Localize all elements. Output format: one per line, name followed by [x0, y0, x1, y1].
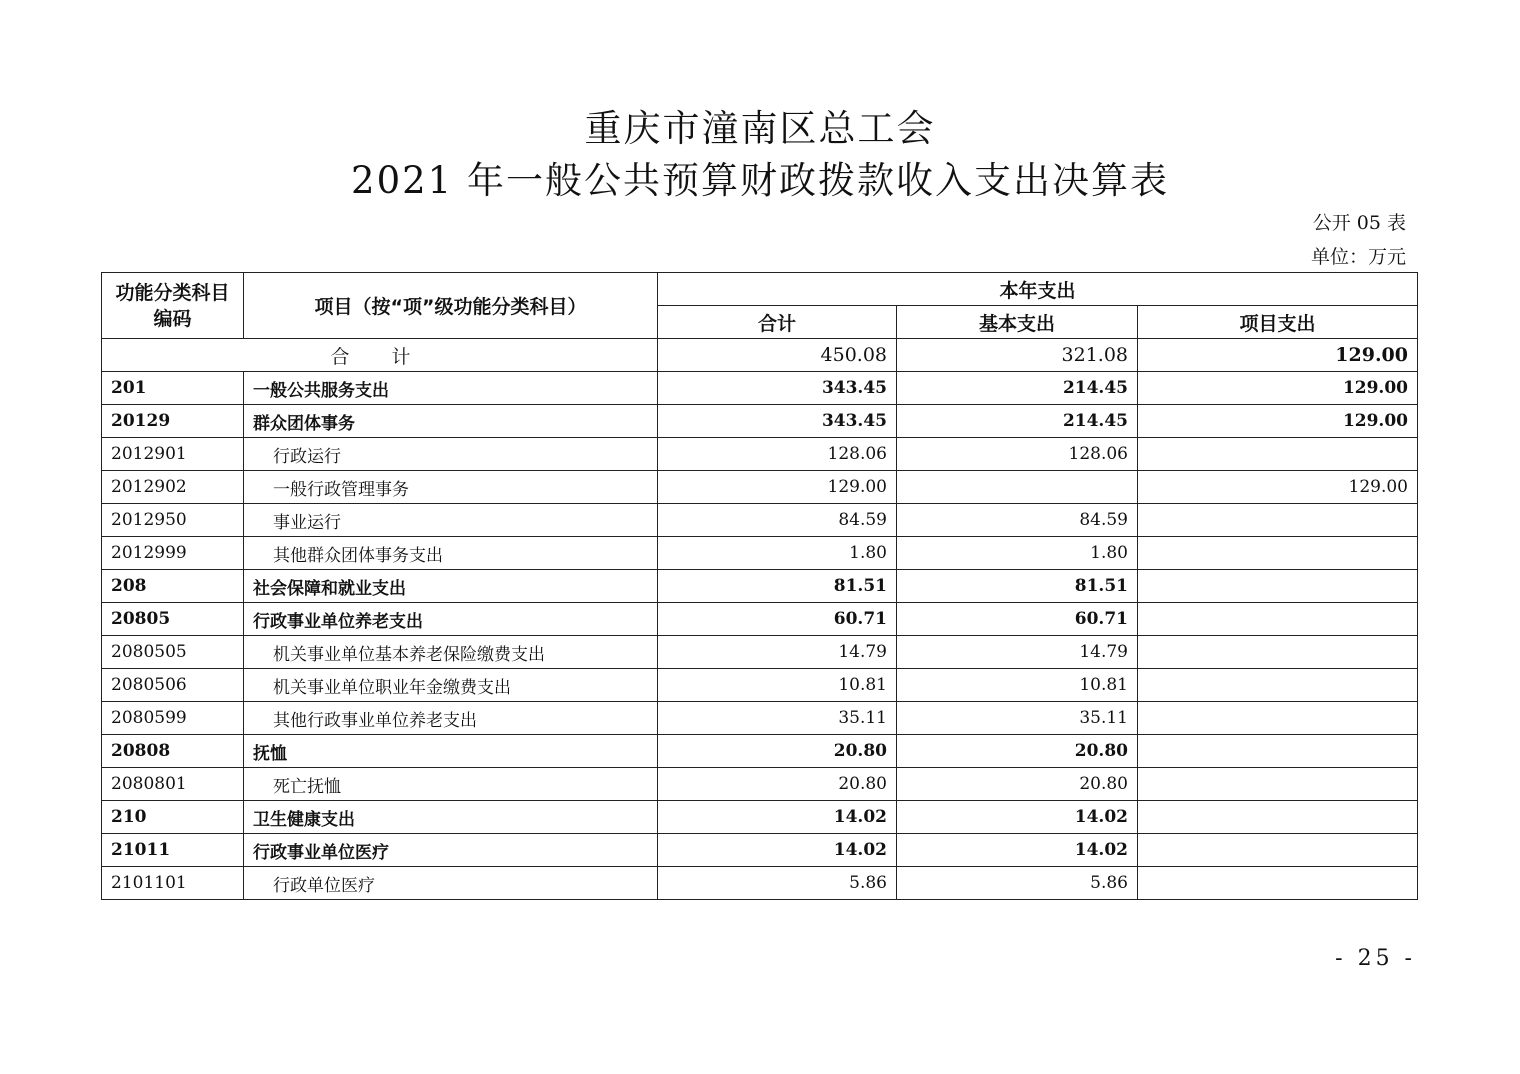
row-total: 35.11 [658, 702, 897, 735]
row-project [1138, 504, 1418, 537]
table-row [102, 471, 1418, 504]
table-row [102, 867, 1418, 900]
document-subtitle: 2021 年一般公共预算财政拨款收入支出决算表 [351, 159, 1169, 202]
header-item: 项目（按“项”级功能分类科目） [244, 273, 658, 339]
row-name: 群众团体事务 [244, 405, 658, 438]
row-code: 2080505 [102, 636, 244, 669]
total-label: 合 计 [102, 339, 658, 372]
row-code: 2101101 [102, 867, 244, 900]
row-basic: 14.02 [897, 801, 1138, 834]
row-name: 社会保障和就业支出 [244, 570, 658, 603]
table-row [102, 636, 1418, 669]
row-basic: 214.45 [897, 405, 1138, 438]
row-project [1138, 834, 1418, 867]
row-code: 20808 [102, 735, 244, 768]
row-total: 1.80 [658, 537, 897, 570]
row-total: 20.80 [658, 768, 897, 801]
row-name: 一般公共服务支出 [244, 372, 658, 405]
row-basic: 14.79 [897, 636, 1138, 669]
table-row [102, 504, 1418, 537]
row-name: 机关事业单位职业年金缴费支出 [244, 669, 658, 702]
table-row [102, 603, 1418, 636]
header-project-expenditure: 项目支出 [1138, 306, 1418, 339]
row-code: 20129 [102, 405, 244, 438]
row-name: 抚恤 [244, 735, 658, 768]
table-row [102, 438, 1418, 471]
row-project [1138, 669, 1418, 702]
row-total: 343.45 [658, 372, 897, 405]
header-total: 合计 [658, 306, 897, 339]
row-project [1138, 702, 1418, 735]
row-total: 343.45 [658, 405, 897, 438]
row-code: 20805 [102, 603, 244, 636]
row-project: 129.00 [1138, 372, 1418, 405]
table-row [102, 669, 1418, 702]
table-row [102, 372, 1418, 405]
row-name: 一般行政管理事务 [244, 471, 658, 504]
row-total: 14.02 [658, 834, 897, 867]
row-project [1138, 438, 1418, 471]
header-code [102, 273, 244, 339]
row-name: 其他群众团体事务支出 [244, 537, 658, 570]
row-code: 208 [102, 570, 244, 603]
page-number: - 25 - [1335, 946, 1416, 971]
table-row [102, 735, 1418, 768]
row-project [1138, 768, 1418, 801]
row-code: 2080801 [102, 768, 244, 801]
total-amount: 450.08 [658, 339, 897, 372]
row-project [1138, 801, 1418, 834]
row-name: 其他行政事业单位养老支出 [244, 702, 658, 735]
table-row [102, 834, 1418, 867]
document-title: 重庆市潼南区总工会 [584, 107, 936, 150]
row-basic: 14.02 [897, 834, 1138, 867]
row-basic: 81.51 [897, 570, 1138, 603]
row-code: 201 [102, 372, 244, 405]
row-total: 81.51 [658, 570, 897, 603]
row-total: 14.79 [658, 636, 897, 669]
unit-label: 单位：万元 [1310, 246, 1406, 268]
table-body [102, 339, 1418, 900]
row-project [1138, 636, 1418, 669]
row-project: 129.00 [1138, 471, 1418, 504]
table-row [102, 570, 1418, 603]
table-row [102, 405, 1418, 438]
total-basic: 321.08 [897, 339, 1138, 372]
row-code: 2012950 [102, 504, 244, 537]
header-code-label: 功能分类科目编码 [115, 281, 230, 330]
row-basic: 10.81 [897, 669, 1138, 702]
row-code: 2012999 [102, 537, 244, 570]
row-basic [897, 471, 1138, 504]
total-row [102, 339, 1418, 372]
row-code: 2080506 [102, 669, 244, 702]
table-row [102, 537, 1418, 570]
row-basic: 84.59 [897, 504, 1138, 537]
row-code: 2012901 [102, 438, 244, 471]
row-code: 2080599 [102, 702, 244, 735]
row-basic: 35.11 [897, 702, 1138, 735]
row-code: 210 [102, 801, 244, 834]
row-total: 129.00 [658, 471, 897, 504]
row-total: 10.81 [658, 669, 897, 702]
row-basic: 128.06 [897, 438, 1138, 471]
row-basic: 20.80 [897, 735, 1138, 768]
row-name: 死亡抚恤 [244, 768, 658, 801]
row-project [1138, 735, 1418, 768]
row-project: 129.00 [1138, 405, 1418, 438]
row-basic: 60.71 [897, 603, 1138, 636]
header-current-year-expenditure: 本年支出 [658, 273, 1418, 306]
row-name: 行政事业单位医疗 [244, 834, 658, 867]
row-name: 行政运行 [244, 438, 658, 471]
row-project [1138, 537, 1418, 570]
form-number: 公开 05 表 [1312, 212, 1406, 234]
row-project [1138, 570, 1418, 603]
budget-table [101, 272, 1418, 900]
table-row [102, 768, 1418, 801]
row-name: 行政事业单位养老支出 [244, 603, 658, 636]
table-header [102, 273, 1418, 339]
row-code: 2012902 [102, 471, 244, 504]
table-row [102, 801, 1418, 834]
total-project: 129.00 [1138, 339, 1418, 372]
row-basic: 20.80 [897, 768, 1138, 801]
row-basic: 5.86 [897, 867, 1138, 900]
row-code: 21011 [102, 834, 244, 867]
row-name: 卫生健康支出 [244, 801, 658, 834]
table-row [102, 702, 1418, 735]
row-project [1138, 603, 1418, 636]
row-basic: 1.80 [897, 537, 1138, 570]
row-total: 60.71 [658, 603, 897, 636]
row-total: 20.80 [658, 735, 897, 768]
header-basic-expenditure: 基本支出 [897, 306, 1138, 339]
row-name: 事业运行 [244, 504, 658, 537]
row-total: 5.86 [658, 867, 897, 900]
row-total: 84.59 [658, 504, 897, 537]
row-name: 机关事业单位基本养老保险缴费支出 [244, 636, 658, 669]
row-project [1138, 867, 1418, 900]
row-total: 14.02 [658, 801, 897, 834]
row-name: 行政单位医疗 [244, 867, 658, 900]
row-basic: 214.45 [897, 372, 1138, 405]
row-total: 128.06 [658, 438, 897, 471]
